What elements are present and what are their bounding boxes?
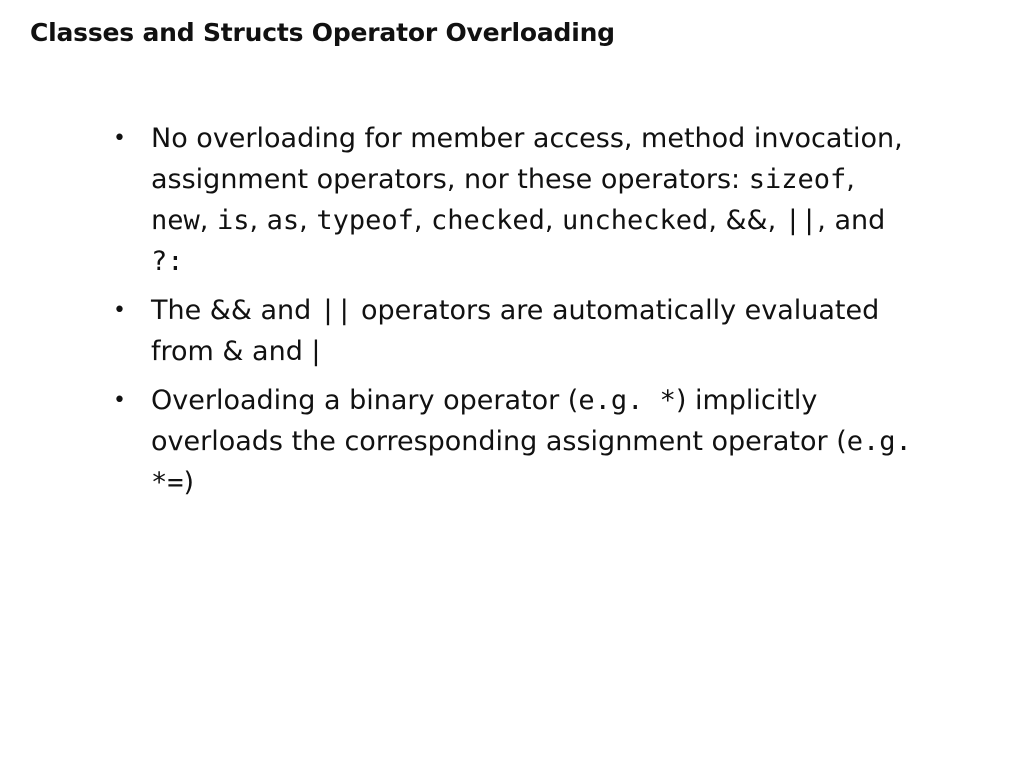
code-token: || (784, 205, 818, 236)
code-token: new (151, 205, 200, 236)
bullet-dot-icon: • (113, 126, 126, 151)
separator: , (544, 205, 563, 236)
bullet-text: Overloading a binary operator ( (151, 385, 579, 416)
separator: , (846, 164, 855, 195)
code-token: || (319, 295, 353, 326)
code-token: e.g. * (578, 385, 676, 416)
code-token: as (266, 205, 300, 236)
bullet-text: operators are automatically evaluated from & and | (151, 295, 880, 367)
separator: , &&, (708, 205, 785, 236)
bullet-text: No overloading for member access, method invocation, assignment operators, nor these operators: (151, 123, 903, 195)
separator: , (299, 205, 317, 236)
bullet-text: ) implicitly overloads the corresponding assignment operator ( (151, 385, 847, 457)
separator: , (249, 205, 267, 236)
bullet-dot-icon: • (113, 298, 126, 323)
separator: , (413, 205, 432, 236)
code-token: e.g. *= (151, 426, 912, 498)
code-token: unchecked (562, 205, 709, 236)
separator: , and (817, 205, 886, 236)
bullet-dot-icon: • (113, 388, 126, 413)
code-token: typeof (316, 205, 414, 236)
bullet-text: The && and (151, 295, 320, 326)
code-token: sizeof (748, 164, 847, 195)
bullet-item (112, 290, 912, 372)
bullet-item (112, 118, 912, 282)
slide-title: Classes and Structs Operator Overloading (30, 18, 615, 47)
bullet-item (112, 380, 912, 503)
code-token: checked (431, 205, 545, 236)
bullet-list (112, 118, 912, 511)
code-token: is (216, 205, 250, 236)
code-token: ?: (151, 246, 184, 277)
separator: , (199, 205, 217, 236)
bullet-text: ) (183, 467, 195, 498)
